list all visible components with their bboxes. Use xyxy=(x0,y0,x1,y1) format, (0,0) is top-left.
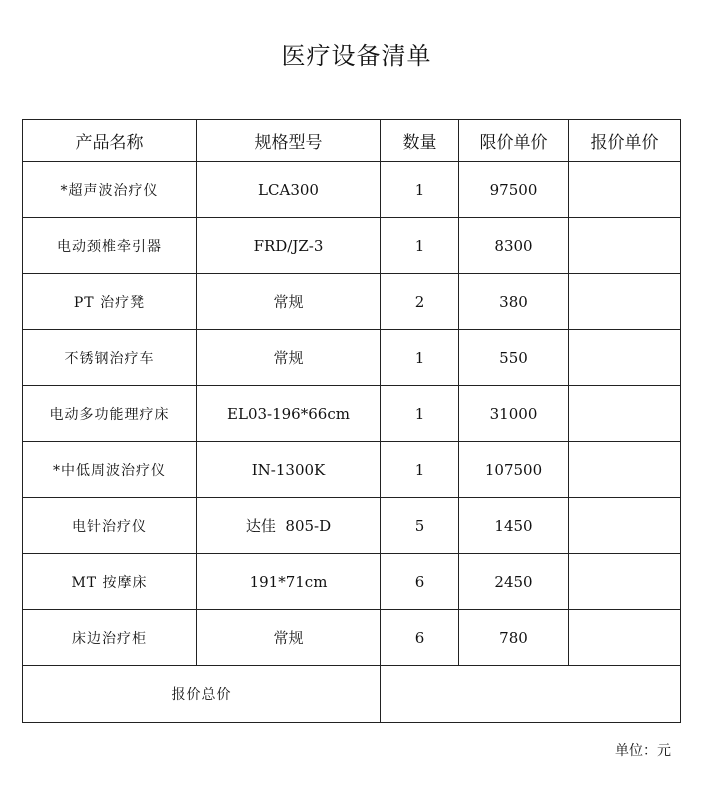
total-label-cell: 报价总价 xyxy=(23,666,381,723)
quote-price-cell[interactable] xyxy=(569,330,681,386)
table-row xyxy=(23,442,681,498)
model-cell: 常规 xyxy=(197,274,381,330)
limit-price-cell: 2450 xyxy=(459,554,569,610)
model-cell: 常规 xyxy=(197,330,381,386)
model-cell: LCA300 xyxy=(197,162,381,218)
table-row xyxy=(23,498,681,554)
product-name-cell: 不锈钢治疗车 xyxy=(23,330,197,386)
limit-price-cell: 780 xyxy=(459,610,569,666)
table-row xyxy=(23,330,681,386)
header-quote-price: 报价单价 xyxy=(569,120,681,162)
product-name-cell: 电动多功能理疗床 xyxy=(23,386,197,442)
quote-price-cell[interactable] xyxy=(569,498,681,554)
limit-price-cell: 97500 xyxy=(459,162,569,218)
model-cell: IN-1300K xyxy=(197,442,381,498)
quote-price-cell[interactable] xyxy=(569,442,681,498)
product-name-cell: MT 按摩床 xyxy=(23,554,197,610)
total-value-cell[interactable] xyxy=(381,666,681,723)
unit-note: 单位：元 xyxy=(615,743,671,759)
model-cell: 常规 xyxy=(197,610,381,666)
product-name-cell: 电针治疗仪 xyxy=(23,498,197,554)
quantity-cell: 6 xyxy=(381,610,459,666)
model-cell: 191*71cm xyxy=(197,554,381,610)
document-title: 医疗设备清单 xyxy=(281,42,432,70)
product-name-cell: 电动颈椎牵引器 xyxy=(23,218,197,274)
model-cell: EL03-196*66cm xyxy=(197,386,381,442)
table-row xyxy=(23,610,681,666)
quote-price-cell[interactable] xyxy=(569,610,681,666)
quantity-cell: 1 xyxy=(381,218,459,274)
equipment-table xyxy=(22,119,681,723)
product-name-cell: PT 治疗凳 xyxy=(23,274,197,330)
quote-price-cell[interactable] xyxy=(569,218,681,274)
quantity-cell: 1 xyxy=(381,442,459,498)
limit-price-cell: 8300 xyxy=(459,218,569,274)
quantity-cell: 6 xyxy=(381,554,459,610)
table-row xyxy=(23,386,681,442)
quantity-cell: 1 xyxy=(381,330,459,386)
quantity-cell: 2 xyxy=(381,274,459,330)
quote-price-cell[interactable] xyxy=(569,554,681,610)
table-row xyxy=(23,162,681,218)
quantity-cell: 5 xyxy=(381,498,459,554)
limit-price-cell: 380 xyxy=(459,274,569,330)
quantity-cell: 1 xyxy=(381,386,459,442)
quote-price-cell[interactable] xyxy=(569,162,681,218)
header-limit-price: 限价单价 xyxy=(459,120,569,162)
model-cell: 达佳 805-D xyxy=(197,498,381,554)
header-product-name: 产品名称 xyxy=(23,120,197,162)
table-header-row xyxy=(23,120,681,162)
quote-price-cell[interactable] xyxy=(569,386,681,442)
limit-price-cell: 1450 xyxy=(459,498,569,554)
product-name-cell: *中低周波治疗仪 xyxy=(23,442,197,498)
quantity-cell: 1 xyxy=(381,162,459,218)
limit-price-cell: 550 xyxy=(459,330,569,386)
table-row xyxy=(23,554,681,610)
product-name-cell: *超声波治疗仪 xyxy=(23,162,197,218)
table-row xyxy=(23,218,681,274)
limit-price-cell: 107500 xyxy=(459,442,569,498)
table-row xyxy=(23,274,681,330)
product-name-cell: 床边治疗柜 xyxy=(23,610,197,666)
quote-price-cell[interactable] xyxy=(569,274,681,330)
limit-price-cell: 31000 xyxy=(459,386,569,442)
total-row xyxy=(23,666,681,723)
header-quantity: 数量 xyxy=(381,120,459,162)
model-cell: FRD/JZ-3 xyxy=(197,218,381,274)
header-model: 规格型号 xyxy=(197,120,381,162)
